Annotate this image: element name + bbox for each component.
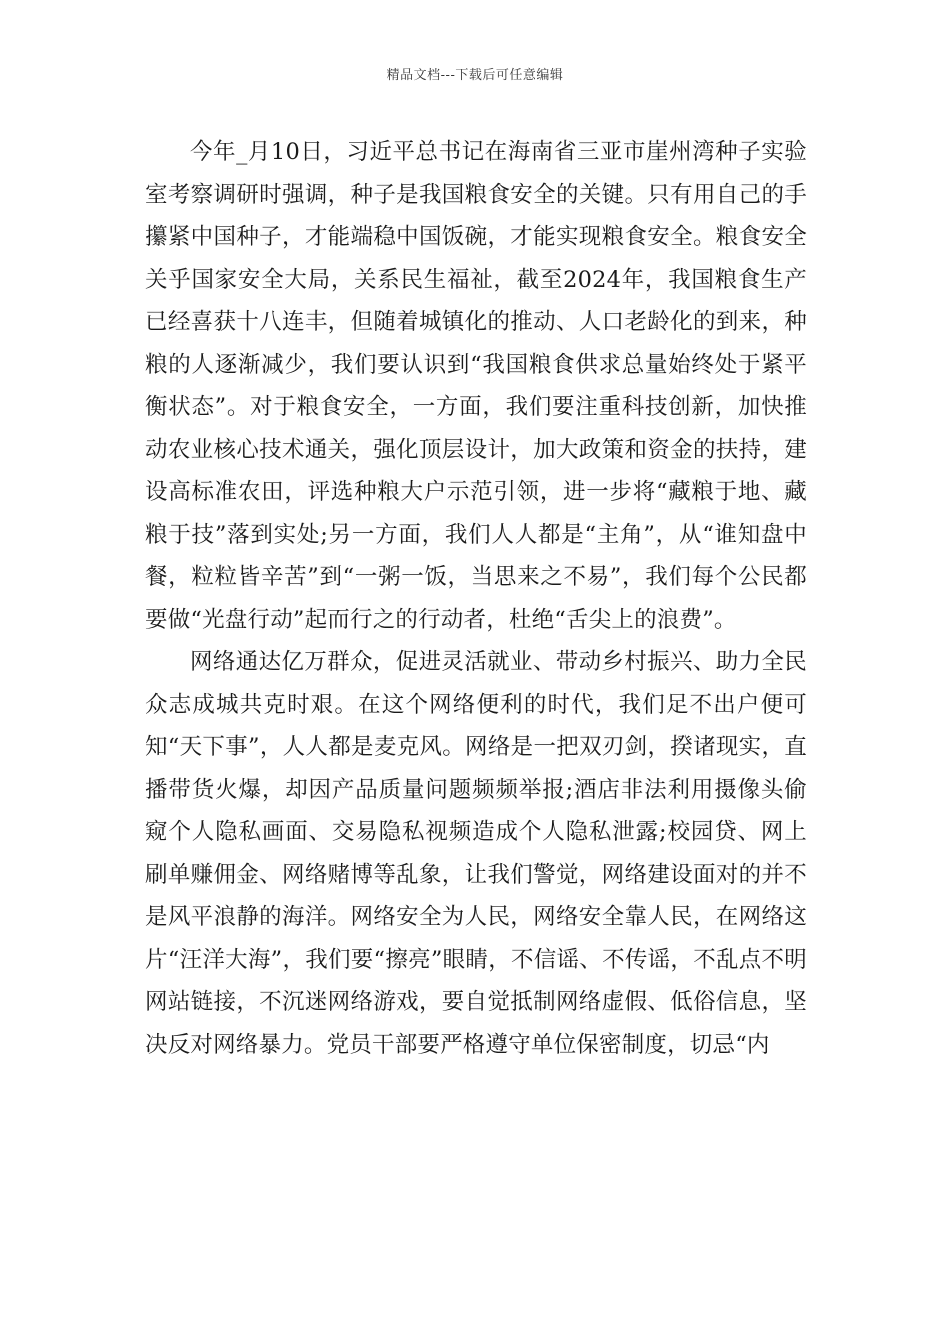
- page-header: 精品文档---下载后可任意编辑: [386, 68, 564, 83]
- paragraph-food-security: 今年_月10日，习近平总书记在海南省三亚市崖州湾种子实验室考察调研时强调，种子是我国粮食安全的关键。只有用自己的手攥紧中国种子，才能端稳中国饭碗，才能实现粮食安全。粮食安全关乎国家安全大局，关系民生福祉，截至2024年，我国粮食生产已经喜获十八连丰，但随着城镇化的推动、人口老龄化的到来，种粮的人逐渐减少，我们要认识到“我国粮食供求总量始终处于紧平衡状态”。对于粮食安全，一方面，我们要注重科技创新，加快推动农业核心技术通关，强化顶层设计，加大政策和资金的扶持，建设高标准农田，评选种粮大户示范引领，进一步将“藏粮于地、藏粮于技”落到实处;另一方面，我们人人都是“主角”，从“谁知盘中餐，粒粒皆辛苦”到“一粥一饭，当思来之不易”，我们每个公民都要做“光盘行动”起而行之的行动者，杜绝“舌尖上的浪费”。: [145, 139, 807, 633]
- paragraph-network-security: 网络通达亿万群众，促进灵活就业、带动乡村振兴、助力全民众志成城共克时艰。在这个网络便利的时代，我们足不出户便可知“天下事”，人人都是麦克风。网络是一把双刃剑，揆诸现实，直播带货火爆，却因产品质量问题频频举报;酒店非法利用摄像头偷窥个人隐私画面、交易隐私视频造成个人隐私泄露;校园贷、网上刷单赚佣金、网络赌博等乱象，让我们警觉，网络建设面对的并不是风平浪静的海洋。网络安全为人民，网络安全靠人民，在网络这片“汪洋大海”，我们要“擦亮”眼睛，不信谣、不传谣，不乱点不明网站链接，不沉迷网络游戏，要自觉抵制网络虚假、低俗信息，坚决反对网络暴力。党员干部要严格遵守单位保密制度，切忌“内: [145, 649, 807, 1058]
- document-body: [145, 131, 807, 1066]
